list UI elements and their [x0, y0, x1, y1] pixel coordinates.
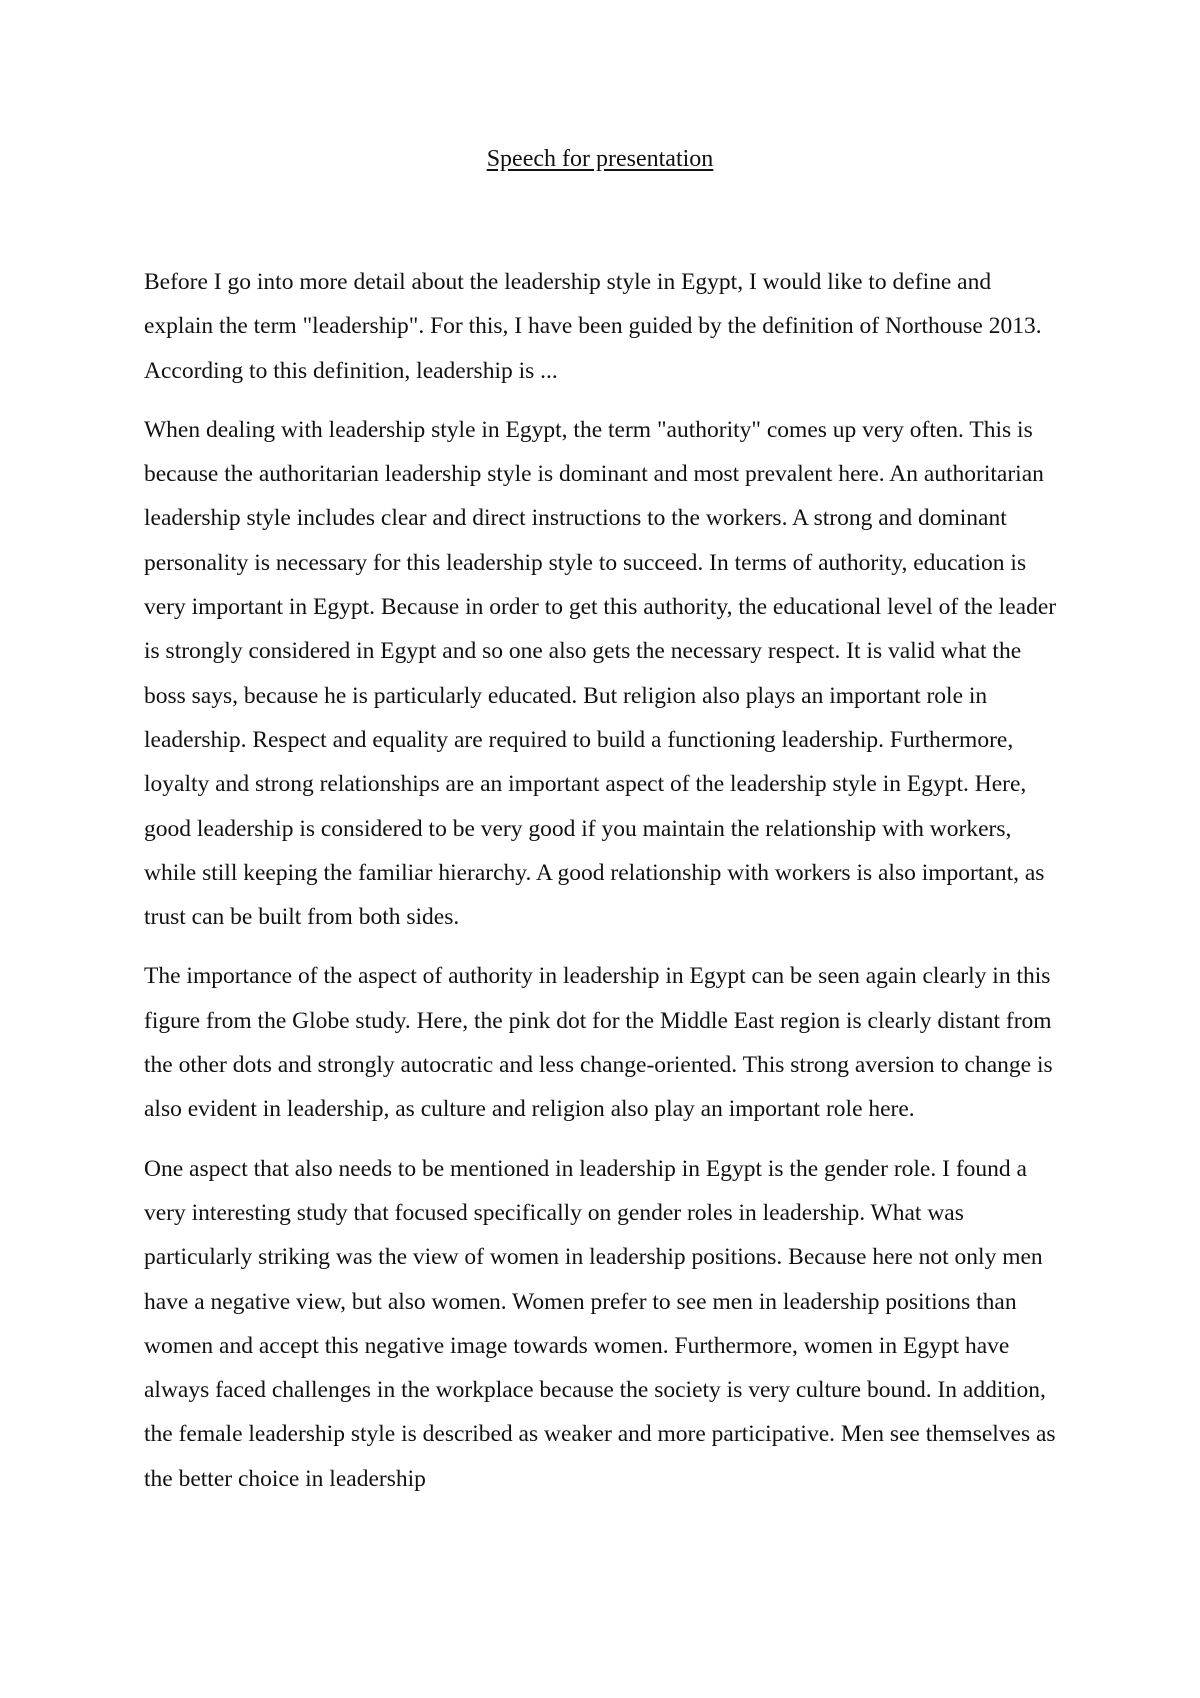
paragraph-authority: When dealing with leadership style in Egypt, the term "authority" comes up very often. This is because the authoritarian leadership style is dominant and most prevalent here. An authoritarian leadership style includes clear and direct instructions to the workers. A strong and dominant personality is necessary for this leadership style to succeed. In terms of authority, education is very important in Egypt. Because in order to get this authority, the educational level of the leader is strongly considered in Egypt and so one also gets the necessary respect. It is valid what the boss says, because he is particularly educated. But religion also plays an important role in leadership. Respect and equality are required to build a functioning leadership. Furthermore, loyalty and strong relationships are an important aspect of the leadership style in Egypt. Here, good leadership is considered to be very good if you maintain the relationship with workers, while still keeping the familiar hierarchy. A good relationship with workers is also important, as trust can be built from both sides. — [144, 416, 1057, 931]
page-title: Speech for presentation — [486, 146, 714, 172]
paragraph-globe-study: The importance of the aspect of authority in leadership in Egypt can be seen again clearly in this figure from the Globe study. Here, the pink dot for the Middle East region is clearly distant from the other dots and strongly autocratic and less change-oriented. This strong aversion to change is also evident in leadership, as culture and religion also play an important role here. — [144, 963, 1053, 1123]
document-body — [144, 260, 1064, 1516]
paragraph-gender-role: One aspect that also needs to be mentioned in leadership in Egypt is the gender role. I found a very interesting study that focused specifically on gender roles in leadership. What was particularly striking was the view of women in leadership positions. Because here not only men have a negative view, but also women. Women prefer to see men in leadership positions than women and accept this negative image towards women. Furthermore, women in Egypt have always faced challenges in the workplace because the society is very culture bound. In addition, the female leadership style is described as weaker and more participative. Men see themselves as the better choice in leadership — [144, 1155, 1056, 1492]
paragraph-leadership-definition: Before I go into more detail about the leadership style in Egypt, I would like to define and explain the term "leadership". For this, I have been guided by the definition of Northouse 2013. According to this definition, leadership is ... — [144, 269, 1042, 384]
